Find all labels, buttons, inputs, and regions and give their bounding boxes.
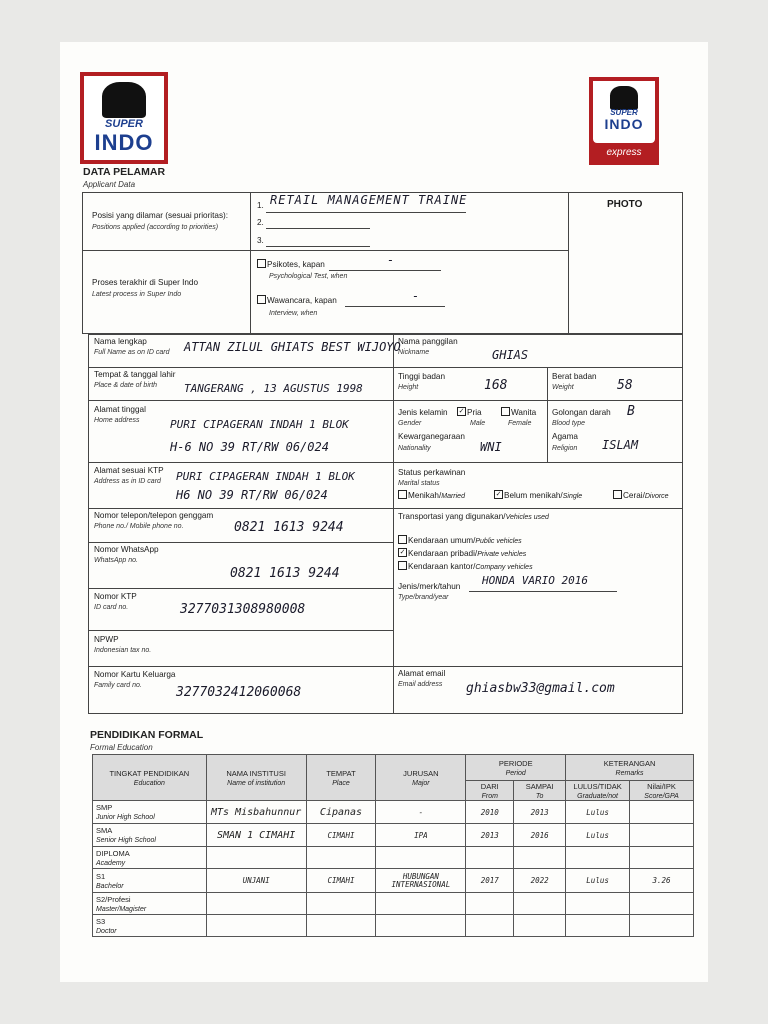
position-sublabel: Positions applied (according to priorities) xyxy=(92,224,219,231)
education-title: PENDIDIKAN FORMAL xyxy=(90,729,204,741)
education-table xyxy=(92,754,694,937)
home-address-line1[interactable]: PURI CIPAGERAN INDAH 1 BLOK xyxy=(170,418,349,431)
col-remarks: KETERANGAN Remarks xyxy=(566,755,694,781)
super-indo-express-logo: SUPER INDO express xyxy=(589,77,659,165)
height-value[interactable]: 168 xyxy=(484,378,508,393)
email-value[interactable]: ghiasbw33@gmail.com xyxy=(466,681,615,696)
col-period: PERIODE Period xyxy=(466,755,566,781)
psikotes-checkbox[interactable]: Psikotes, kapan xyxy=(257,260,325,269)
family-card-value[interactable]: 3277032412060068 xyxy=(176,685,302,700)
marital-divorce-checkbox[interactable]: Cerai/Divorce xyxy=(613,491,669,500)
education-subtitle: Formal Education xyxy=(90,743,153,752)
whatsapp-value[interactable]: 0821 1613 9244 xyxy=(230,566,340,581)
col-institution: NAMA INSTITUSI Name of institution xyxy=(206,755,306,801)
col-place: TEMPAT Place xyxy=(306,755,376,801)
gender-male-checkbox[interactable]: ✓ Pria xyxy=(458,408,482,417)
ktp-address-line1[interactable]: PURI CIPAGERAN INDAH 1 BLOK xyxy=(176,470,355,483)
transport-private-checkbox[interactable]: ✓ Kendaraan pribadi/Private vehicles xyxy=(399,549,527,558)
table-row: DIPLOMA Academy xyxy=(93,847,694,869)
lion-icon xyxy=(102,82,146,118)
blood-type-value[interactable]: B xyxy=(627,404,635,419)
table-row: S2/Profesi Master/Magister xyxy=(93,893,694,915)
marital-single-checkbox[interactable]: ✓ Belum menikah/Single xyxy=(495,491,583,500)
wawancara-checkbox[interactable]: Wawancara, kapan xyxy=(257,296,337,305)
vehicle-value[interactable]: HONDA VARIO 2016 xyxy=(482,574,588,587)
col-from: DARI From xyxy=(466,781,514,801)
transport-company-checkbox[interactable]: Kendaraan kantor/Company vehicles xyxy=(398,562,533,571)
nationality-value[interactable]: WNI xyxy=(480,440,502,454)
position-choice-1[interactable]: RETAIL MANAGEMENT TRAINE xyxy=(270,193,468,207)
super-indo-logo: SUPER INDO xyxy=(80,72,168,164)
table-row: SMA Senior High School SMAN 1 CIMAHI CIMAHI IPA 2013 2016 Lulus xyxy=(93,824,694,847)
transport-public-checkbox[interactable]: Kendaraan umum/Public vehicles xyxy=(398,536,522,545)
section-subtitle: Applicant Data xyxy=(83,180,136,189)
process-sublabel: Latest process in Super Indo xyxy=(92,291,182,298)
ktp-address-line2[interactable]: H6 NO 39 RT/RW 06/024 xyxy=(176,488,328,502)
col-major: JURUSAN Major xyxy=(376,755,466,801)
birth-value[interactable]: TANGERANG , 13 AGUSTUS 1998 xyxy=(184,382,363,395)
nickname-value[interactable]: GHIAS xyxy=(492,348,529,362)
phone-value[interactable]: 0821 1613 9244 xyxy=(234,520,344,535)
ktp-value[interactable]: 3277031308980008 xyxy=(180,602,306,617)
table-row: S3 Doctor xyxy=(93,915,694,937)
weight-value[interactable]: 58 xyxy=(617,378,633,393)
religion-value[interactable]: ISLAM xyxy=(602,438,639,452)
lion-icon xyxy=(610,86,638,110)
col-graduate: LULUS/TIDAK Graduate/not xyxy=(566,781,630,801)
section-title: DATA PELAMAR xyxy=(83,166,166,178)
col-level: TINGKAT PENDIDIKAN Education xyxy=(93,755,207,801)
col-to: SAMPAI To xyxy=(514,781,566,801)
process-label: Proses terakhir di Super Indo xyxy=(92,278,199,287)
photo-label: PHOTO xyxy=(607,199,643,210)
gender-female-checkbox[interactable]: Wanita xyxy=(501,408,536,417)
home-address-line2[interactable]: H-6 NO 39 RT/RW 06/024 xyxy=(170,440,329,454)
col-score: Nilai/IPK Score/GPA xyxy=(630,781,694,801)
table-row: S1 Bachelor UNJANI CIMAHI HUBUNGAN INTERNASIONAL 2017 2022 Lulus 3.26 xyxy=(93,869,694,893)
full-name-value[interactable]: ATTAN ZILUL GHIATS BEST WIJOYO xyxy=(184,340,401,354)
table-row: SMP Junior High School MTs Misbahunnur Cipanas - 2010 2013 Lulus xyxy=(93,801,694,824)
marital-married-checkbox[interactable]: Menikah/Married xyxy=(398,491,465,500)
position-label: Posisi yang dilamar (sesuai prioritas): xyxy=(92,211,229,220)
